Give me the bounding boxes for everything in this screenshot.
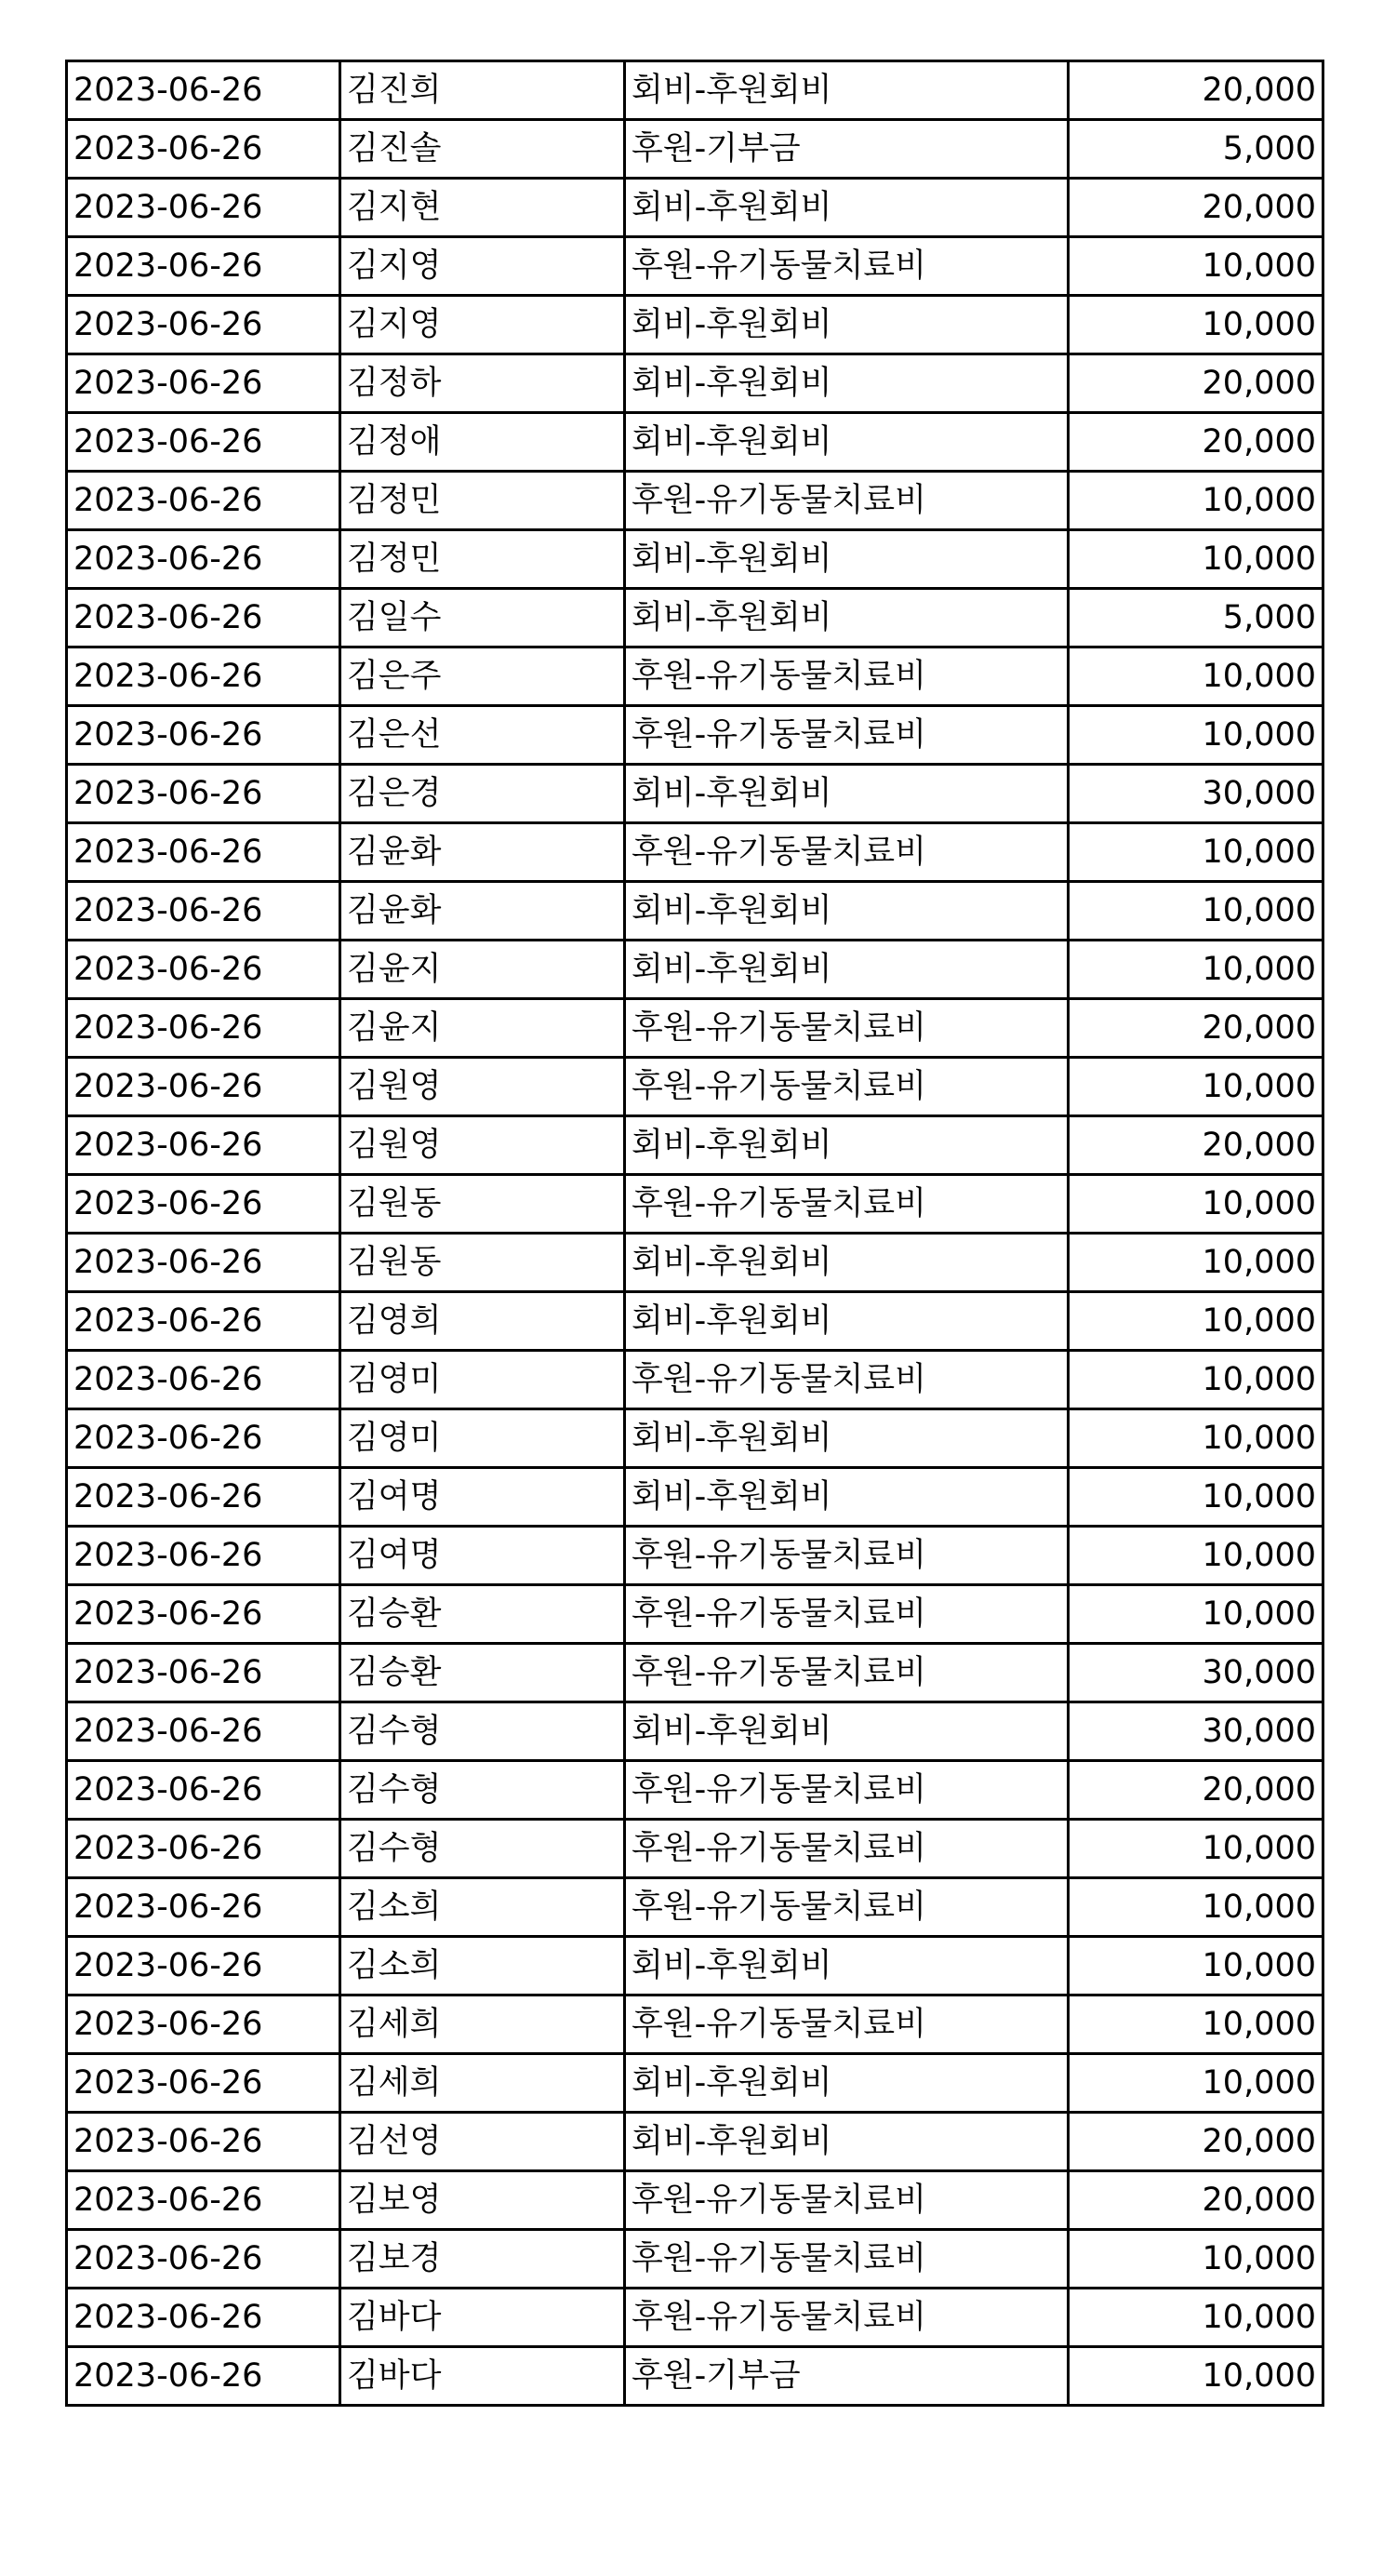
- amount-cell: 30,000: [1069, 1702, 1323, 1761]
- date-cell: 2023-06-26: [67, 1116, 340, 1175]
- date-cell: 2023-06-26: [67, 1409, 340, 1468]
- category-cell: 후원-유기동물치료비: [625, 1995, 1069, 2054]
- table-row: [67, 2347, 1323, 2406]
- category-cell: 후원-유기동물치료비: [625, 999, 1069, 1058]
- name-cell: 김정하: [340, 354, 625, 413]
- amount-cell: 20,000: [1069, 61, 1323, 120]
- table-row: [67, 647, 1323, 706]
- date-cell: 2023-06-26: [67, 2289, 340, 2347]
- amount-cell: 10,000: [1069, 647, 1323, 706]
- name-cell: 김세희: [340, 2054, 625, 2113]
- category-cell: 후원-유기동물치료비: [625, 706, 1069, 765]
- date-cell: 2023-06-26: [67, 765, 340, 823]
- amount-cell: 20,000: [1069, 413, 1323, 472]
- category-cell: 회비-후원회비: [625, 1409, 1069, 1468]
- name-cell: 김정민: [340, 530, 625, 589]
- amount-cell: 30,000: [1069, 765, 1323, 823]
- name-cell: 김지영: [340, 296, 625, 354]
- amount-cell: 10,000: [1069, 1468, 1323, 1527]
- amount-cell: 10,000: [1069, 1409, 1323, 1468]
- name-cell: 김영희: [340, 1292, 625, 1351]
- date-cell: 2023-06-26: [67, 1351, 340, 1409]
- date-cell: 2023-06-26: [67, 296, 340, 354]
- category-cell: 회비-후원회비: [625, 589, 1069, 647]
- category-cell: 회비-후원회비: [625, 1116, 1069, 1175]
- table-row: [67, 530, 1323, 589]
- date-cell: 2023-06-26: [67, 1820, 340, 1878]
- date-cell: 2023-06-26: [67, 706, 340, 765]
- date-cell: 2023-06-26: [67, 1527, 340, 1585]
- date-cell: 2023-06-26: [67, 941, 340, 999]
- category-cell: 후원-유기동물치료비: [625, 1878, 1069, 1937]
- category-cell: 회비-후원회비: [625, 1292, 1069, 1351]
- name-cell: 김원동: [340, 1234, 625, 1292]
- amount-cell: 10,000: [1069, 2230, 1323, 2289]
- amount-cell: 10,000: [1069, 530, 1323, 589]
- name-cell: 김정애: [340, 413, 625, 472]
- table-row: [67, 1292, 1323, 1351]
- table-row: [67, 296, 1323, 354]
- date-cell: 2023-06-26: [67, 530, 340, 589]
- date-cell: 2023-06-26: [67, 2054, 340, 2113]
- table-row: [67, 1878, 1323, 1937]
- name-cell: 김선영: [340, 2113, 625, 2171]
- amount-cell: 10,000: [1069, 1878, 1323, 1937]
- category-cell: 후원-유기동물치료비: [625, 1527, 1069, 1585]
- table-row: [67, 941, 1323, 999]
- table-row: [67, 413, 1323, 472]
- category-cell: 후원-유기동물치료비: [625, 823, 1069, 882]
- date-cell: 2023-06-26: [67, 2171, 340, 2230]
- table-row: [67, 1937, 1323, 1995]
- amount-cell: 10,000: [1069, 1175, 1323, 1234]
- name-cell: 김바다: [340, 2347, 625, 2406]
- amount-cell: 20,000: [1069, 2171, 1323, 2230]
- category-cell: 후원-유기동물치료비: [625, 237, 1069, 296]
- name-cell: 김원동: [340, 1175, 625, 1234]
- table-row: [67, 2230, 1323, 2289]
- name-cell: 김윤지: [340, 999, 625, 1058]
- date-cell: 2023-06-26: [67, 647, 340, 706]
- date-cell: 2023-06-26: [67, 354, 340, 413]
- date-cell: 2023-06-26: [67, 589, 340, 647]
- amount-cell: 10,000: [1069, 941, 1323, 999]
- category-cell: 후원-유기동물치료비: [625, 2289, 1069, 2347]
- category-cell: 후원-유기동물치료비: [625, 2171, 1069, 2230]
- amount-cell: 10,000: [1069, 1058, 1323, 1116]
- category-cell: 회비-후원회비: [625, 354, 1069, 413]
- date-cell: 2023-06-26: [67, 1878, 340, 1937]
- table-row: [67, 999, 1323, 1058]
- date-cell: 2023-06-26: [67, 2113, 340, 2171]
- name-cell: 김보영: [340, 2171, 625, 2230]
- amount-cell: 10,000: [1069, 1292, 1323, 1351]
- date-cell: 2023-06-26: [67, 2347, 340, 2406]
- amount-cell: 10,000: [1069, 2347, 1323, 2406]
- name-cell: 김은선: [340, 706, 625, 765]
- category-cell: 회비-후원회비: [625, 296, 1069, 354]
- amount-cell: 20,000: [1069, 179, 1323, 237]
- table-row: [67, 472, 1323, 530]
- category-cell: 후원-유기동물치료비: [625, 1175, 1069, 1234]
- name-cell: 김여명: [340, 1468, 625, 1527]
- category-cell: 후원-유기동물치료비: [625, 472, 1069, 530]
- name-cell: 김은경: [340, 765, 625, 823]
- table-row: [67, 1175, 1323, 1234]
- table-row: [67, 120, 1323, 179]
- amount-cell: 10,000: [1069, 472, 1323, 530]
- date-cell: 2023-06-26: [67, 413, 340, 472]
- amount-cell: 10,000: [1069, 2289, 1323, 2347]
- table-row: [67, 1527, 1323, 1585]
- date-cell: 2023-06-26: [67, 882, 340, 941]
- table-row: [67, 1409, 1323, 1468]
- category-cell: 회비-후원회비: [625, 61, 1069, 120]
- table-row: [67, 882, 1323, 941]
- table-row: [67, 706, 1323, 765]
- table-row: [67, 1761, 1323, 1820]
- date-cell: 2023-06-26: [67, 1761, 340, 1820]
- name-cell: 김진희: [340, 61, 625, 120]
- name-cell: 김일수: [340, 589, 625, 647]
- category-cell: 후원-기부금: [625, 2347, 1069, 2406]
- category-cell: 후원-유기동물치료비: [625, 647, 1069, 706]
- amount-cell: 20,000: [1069, 1761, 1323, 1820]
- table-row: [67, 61, 1323, 120]
- name-cell: 김세희: [340, 1995, 625, 2054]
- amount-cell: 10,000: [1069, 1351, 1323, 1409]
- amount-cell: 20,000: [1069, 999, 1323, 1058]
- date-cell: 2023-06-26: [67, 472, 340, 530]
- name-cell: 김영미: [340, 1409, 625, 1468]
- table-row: [67, 237, 1323, 296]
- date-cell: 2023-06-26: [67, 1234, 340, 1292]
- table-row: [67, 765, 1323, 823]
- name-cell: 김수형: [340, 1702, 625, 1761]
- name-cell: 김바다: [340, 2289, 625, 2347]
- amount-cell: 10,000: [1069, 706, 1323, 765]
- category-cell: 회비-후원회비: [625, 530, 1069, 589]
- category-cell: 회비-후원회비: [625, 1468, 1069, 1527]
- amount-cell: 10,000: [1069, 1820, 1323, 1878]
- name-cell: 김여명: [340, 1527, 625, 1585]
- category-cell: 회비-후원회비: [625, 882, 1069, 941]
- date-cell: 2023-06-26: [67, 999, 340, 1058]
- table-row: [67, 1995, 1323, 2054]
- date-cell: 2023-06-26: [67, 1702, 340, 1761]
- name-cell: 김원영: [340, 1116, 625, 1175]
- amount-cell: 30,000: [1069, 1644, 1323, 1702]
- amount-cell: 20,000: [1069, 354, 1323, 413]
- category-cell: 후원-유기동물치료비: [625, 2230, 1069, 2289]
- name-cell: 김원영: [340, 1058, 625, 1116]
- amount-cell: 10,000: [1069, 296, 1323, 354]
- category-cell: 후원-기부금: [625, 120, 1069, 179]
- date-cell: 2023-06-26: [67, 2230, 340, 2289]
- name-cell: 김윤지: [340, 941, 625, 999]
- name-cell: 김승환: [340, 1644, 625, 1702]
- name-cell: 김보경: [340, 2230, 625, 2289]
- category-cell: 회비-후원회비: [625, 179, 1069, 237]
- name-cell: 김지현: [340, 179, 625, 237]
- date-cell: 2023-06-26: [67, 237, 340, 296]
- date-cell: 2023-06-26: [67, 1175, 340, 1234]
- table-row: [67, 1058, 1323, 1116]
- category-cell: 후원-유기동물치료비: [625, 1761, 1069, 1820]
- table-row: [67, 1234, 1323, 1292]
- table-row: [67, 2171, 1323, 2230]
- category-cell: 후원-유기동물치료비: [625, 1351, 1069, 1409]
- amount-cell: 10,000: [1069, 1527, 1323, 1585]
- date-cell: 2023-06-26: [67, 1468, 340, 1527]
- name-cell: 김영미: [340, 1351, 625, 1409]
- category-cell: 회비-후원회비: [625, 2113, 1069, 2171]
- date-cell: 2023-06-26: [67, 61, 340, 120]
- name-cell: 김윤화: [340, 882, 625, 941]
- table-row: [67, 1585, 1323, 1644]
- date-cell: 2023-06-26: [67, 1585, 340, 1644]
- name-cell: 김진솔: [340, 120, 625, 179]
- table-row: [67, 2289, 1323, 2347]
- table-row: [67, 1820, 1323, 1878]
- name-cell: 김은주: [340, 647, 625, 706]
- amount-cell: 5,000: [1069, 589, 1323, 647]
- date-cell: 2023-06-26: [67, 1292, 340, 1351]
- category-cell: 후원-유기동물치료비: [625, 1644, 1069, 1702]
- donation-ledger-table: [65, 60, 1324, 2407]
- table-row: [67, 1468, 1323, 1527]
- amount-cell: 10,000: [1069, 2054, 1323, 2113]
- date-cell: 2023-06-26: [67, 120, 340, 179]
- amount-cell: 10,000: [1069, 1585, 1323, 1644]
- category-cell: 회비-후원회비: [625, 941, 1069, 999]
- category-cell: 회비-후원회비: [625, 413, 1069, 472]
- amount-cell: 10,000: [1069, 823, 1323, 882]
- category-cell: 회비-후원회비: [625, 765, 1069, 823]
- name-cell: 김소희: [340, 1937, 625, 1995]
- category-cell: 회비-후원회비: [625, 2054, 1069, 2113]
- category-cell: 회비-후원회비: [625, 1702, 1069, 1761]
- table-row: [67, 1644, 1323, 1702]
- amount-cell: 10,000: [1069, 237, 1323, 296]
- name-cell: 김소희: [340, 1878, 625, 1937]
- amount-cell: 10,000: [1069, 1995, 1323, 2054]
- table-row: [67, 823, 1323, 882]
- table-row: [67, 1116, 1323, 1175]
- date-cell: 2023-06-26: [67, 823, 340, 882]
- table-row: [67, 589, 1323, 647]
- amount-cell: 10,000: [1069, 1234, 1323, 1292]
- ledger-body: [67, 61, 1323, 2406]
- date-cell: 2023-06-26: [67, 179, 340, 237]
- category-cell: 후원-유기동물치료비: [625, 1585, 1069, 1644]
- name-cell: 김윤화: [340, 823, 625, 882]
- table-row: [67, 2113, 1323, 2171]
- amount-cell: 20,000: [1069, 2113, 1323, 2171]
- table-row: [67, 354, 1323, 413]
- amount-cell: 20,000: [1069, 1116, 1323, 1175]
- name-cell: 김수형: [340, 1820, 625, 1878]
- table-row: [67, 2054, 1323, 2113]
- category-cell: 회비-후원회비: [625, 1234, 1069, 1292]
- date-cell: 2023-06-26: [67, 1644, 340, 1702]
- category-cell: 후원-유기동물치료비: [625, 1058, 1069, 1116]
- table-row: [67, 1702, 1323, 1761]
- table-row: [67, 179, 1323, 237]
- name-cell: 김지영: [340, 237, 625, 296]
- category-cell: 후원-유기동물치료비: [625, 1820, 1069, 1878]
- date-cell: 2023-06-26: [67, 1937, 340, 1995]
- name-cell: 김수형: [340, 1761, 625, 1820]
- name-cell: 김승환: [340, 1585, 625, 1644]
- date-cell: 2023-06-26: [67, 1995, 340, 2054]
- date-cell: 2023-06-26: [67, 1058, 340, 1116]
- amount-cell: 10,000: [1069, 1937, 1323, 1995]
- amount-cell: 10,000: [1069, 882, 1323, 941]
- name-cell: 김정민: [340, 472, 625, 530]
- amount-cell: 5,000: [1069, 120, 1323, 179]
- category-cell: 회비-후원회비: [625, 1937, 1069, 1995]
- table-row: [67, 1351, 1323, 1409]
